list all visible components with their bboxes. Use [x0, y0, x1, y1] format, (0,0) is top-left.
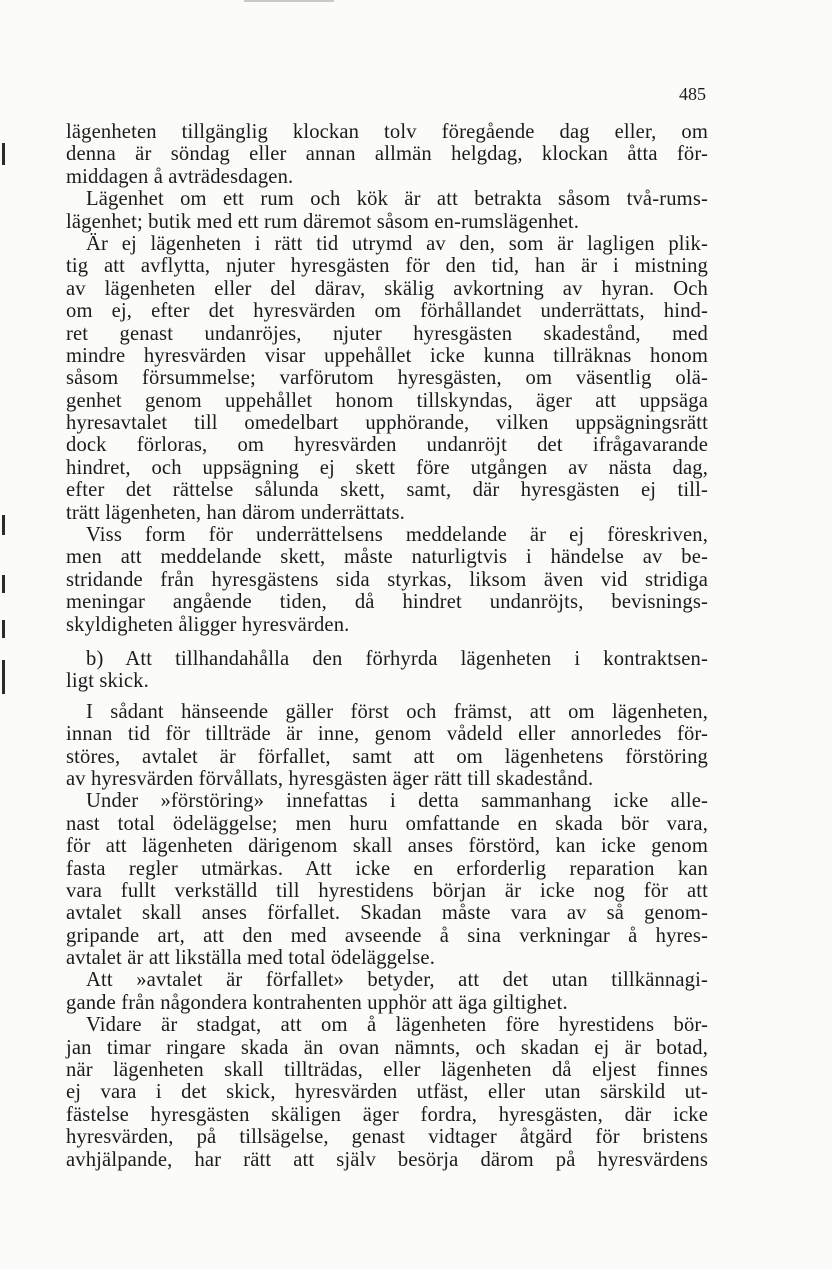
paragraph-4: [66, 524, 708, 636]
text-line: ej vara i det skick, hyresvärden utfäst, eller utan särskild ut-: [66, 1081, 708, 1104]
text-line: efter det rättelse sålunda skett, samt, där hyresgästen ej till-: [66, 479, 708, 502]
text-line: trätt lägenheten, han därom underrättats.: [66, 501, 405, 524]
text-line: mindre hyresvärden visar uppehållet icke kunna tillräknas honom: [66, 344, 708, 367]
text-line: för att lägenheten därigenom skall anses förstörd, kan icke genom: [66, 835, 708, 858]
text-line: när lägenheten skall tillträdas, eller lägenheten då eljest finnes: [66, 1059, 708, 1082]
text-line: såsom försummelse; varförutom hyresgästen, om väsentlig olä-: [66, 367, 708, 390]
text-line: nast total ödeläggelse; men huru omfattande en skada bör vara,: [66, 812, 708, 835]
page-number: 485: [679, 84, 706, 104]
paragraph-5: [66, 701, 708, 791]
section-gap: [66, 636, 708, 648]
text-line: dock förloras, om hyresvärden undanröjt det ifrågavarande: [66, 434, 708, 457]
text-line: stridande från hyresgästens sida styrkas, liksom även vid stridiga: [66, 568, 708, 591]
text-line: innan tid för tillträde är inne, genom vådeld eller annorledes för-: [66, 723, 708, 746]
text-line: tig att avflytta, njuter hyresgästen för den tid, han är i mistning: [66, 255, 708, 278]
paragraph-7: [66, 969, 708, 1014]
text-line: Att »avtalet är förfallet» betyder, att det utan tillkännagi-: [86, 969, 708, 992]
text-line: lägenheten tillgänglig klockan tolv föregående dag eller, om: [66, 121, 708, 143]
paragraph-3: [66, 233, 708, 524]
margin-mark: [2, 620, 5, 638]
text-line: hyresvärden, på tillsägelse, genast vidtager åtgärd för bristens: [66, 1126, 708, 1149]
text-line: fasta regler utmärkas. Att icke en erforderlig reparation kan: [66, 857, 708, 880]
text-line: vara fullt verkställd till hyrestidens början är icke nog för att: [66, 879, 708, 902]
text-line: fästelse hyresgästen skäligen äger fordra, hyresgästen, där icke: [66, 1103, 708, 1126]
text-line: störes, avtalet är förfallet, samt att om lägenhetens förstöring: [66, 745, 708, 768]
text-line: om ej, efter det hyresvärden om förhållandet underrättats, hind-: [66, 300, 708, 323]
text-line: av hyresvärden förvållats, hyresgästen äger rätt till skadestånd.: [66, 767, 594, 790]
text-line: I sådant hänseende gäller först och främst, att om lägenheten,: [86, 700, 708, 723]
text-line: hyresavtalet till omedelbart upphörande, vilken uppsägningsrätt: [66, 412, 708, 435]
text-line: jan timar ringare skada än ovan nämnts, och skadan ej är botad,: [66, 1036, 708, 1059]
paragraph-8: [66, 1014, 708, 1171]
text-line: denna är söndag eller annan allmän helgdag, klockan åtta för-: [66, 143, 708, 166]
text-line: lägenhet; butik med ett rum däremot såsom en-rumslägenhet.: [66, 210, 580, 233]
text-line: meningar angående tiden, då hindret undanröjts, bevisnings-: [66, 591, 708, 614]
text-line: Under »förstöring» innefattas i detta sammanhang icke alle-: [86, 790, 708, 813]
text-line: Vidare är stadgat, att om å lägenheten före hyrestidens bör-: [86, 1014, 708, 1037]
text-line: gripande art, att den med avseende å sina verkningar å hyres-: [66, 924, 708, 947]
margin-mark: [2, 515, 5, 535]
text-line: men att meddelande skett, måste naturligtvis i händelse av be-: [66, 546, 708, 569]
margin-mark: [2, 143, 5, 165]
section-heading-b: [66, 648, 708, 693]
text-line: avtalet är att likställa med total ödeläggelse.: [66, 947, 436, 970]
text-line: gande från någondera kontrahenten upphör att äga giltighet.: [66, 991, 568, 1014]
paragraph-6: [66, 790, 708, 969]
text-line: av lägenheten eller del därav, skälig avkortning av hyran. Och: [66, 277, 708, 300]
page-body: [66, 121, 708, 1171]
text-line: avhjälpande, har rätt att själv besörja därom på hyresvärdens: [66, 1148, 708, 1171]
text-line: Viss form för underrättelsens meddelande är ej föreskriven,: [86, 524, 708, 547]
paragraph-1: [66, 121, 708, 188]
margin-mark: [2, 575, 5, 593]
text-line: ret genast undanröjes, njuter hyresgästen skadestånd, med: [66, 322, 708, 345]
text-line: genhet genom uppehållet honom tillskyndas, äger att uppsäga: [66, 389, 708, 412]
heading-line: ligt skick.: [66, 670, 149, 693]
paragraph-2: [66, 188, 708, 233]
text-line: hindret, och uppsägning ej skett före utgången av nästa dag,: [66, 456, 708, 479]
text-line: avtalet skall anses förfallet. Skadan måste vara av så genom-: [66, 902, 708, 925]
heading-line: b) Att tillhandahålla den förhyrda lägenheten i kontraktsen-: [86, 647, 708, 670]
text-line: middagen å avträdesdagen.: [66, 165, 294, 188]
section-gap: [66, 693, 708, 701]
text-line: Lägenhet om ett rum och kök är att betrakta såsom två-rums-: [86, 188, 708, 211]
text-line: skyldigheten åligger hyresvärden.: [66, 613, 350, 636]
text-line: Är ej lägenheten i rätt tid utrymd av den, som är lagligen plik-: [86, 232, 708, 255]
top-edge-rule: [244, 0, 334, 2]
margin-mark: [2, 660, 5, 694]
